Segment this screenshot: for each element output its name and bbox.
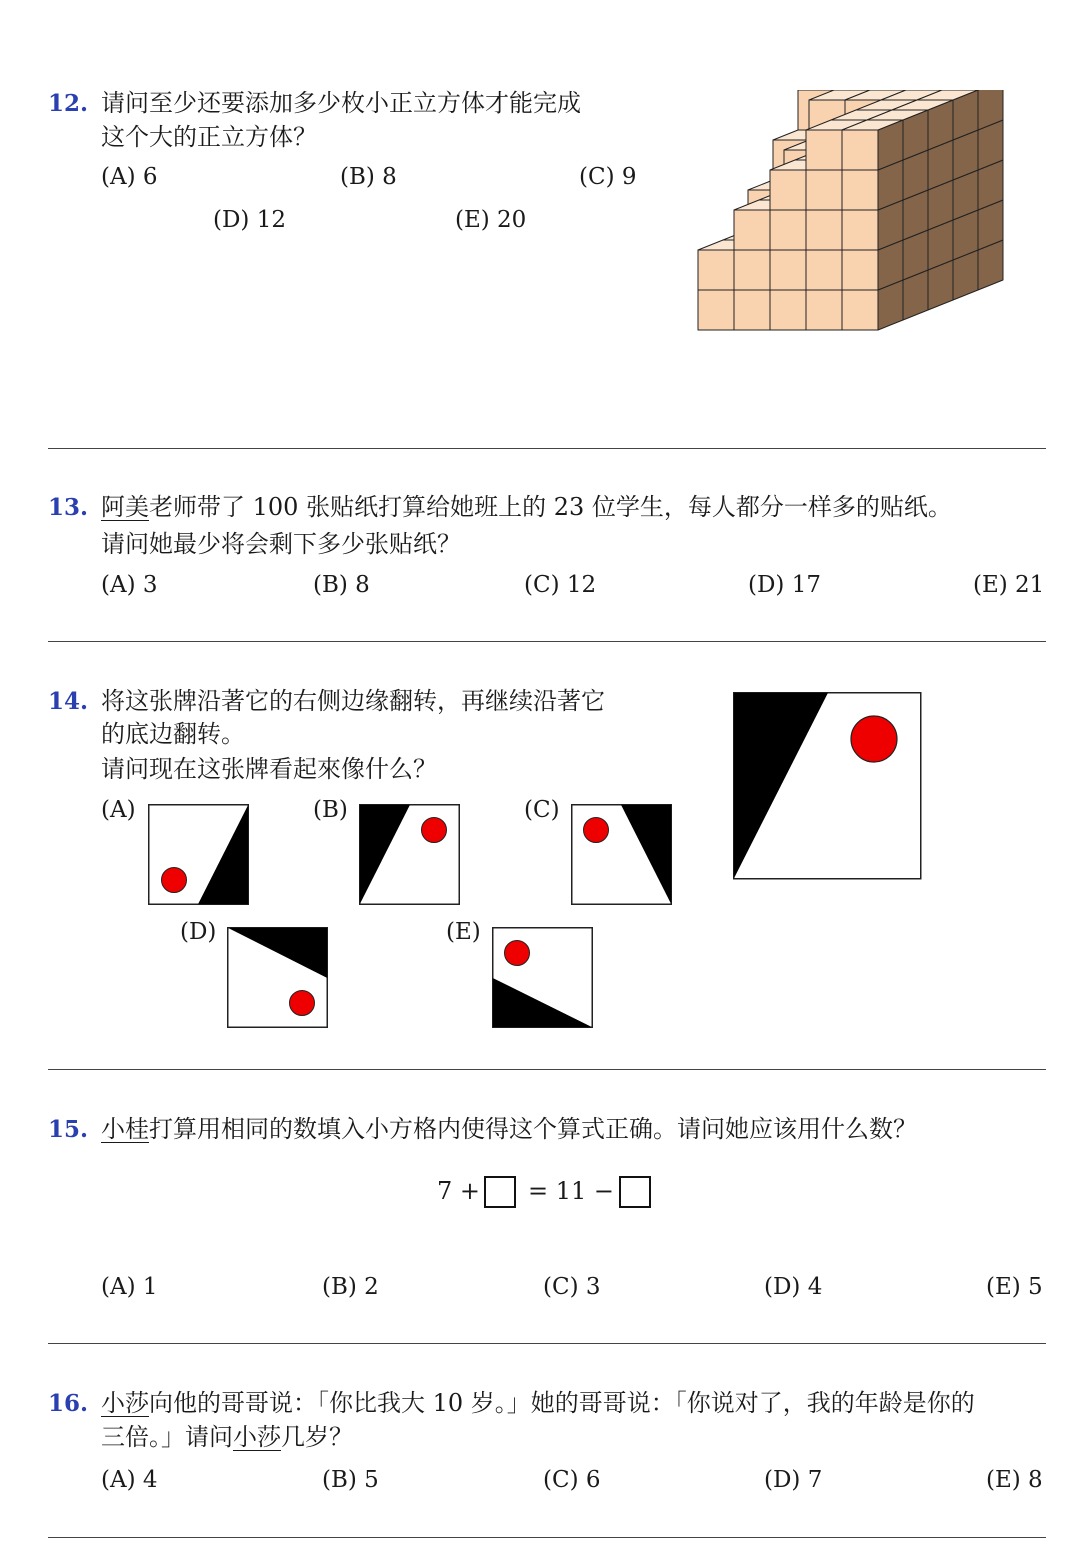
reference-card — [733, 692, 923, 882]
divider — [48, 1537, 1046, 1538]
option-d[interactable]: (D) 12 — [213, 207, 286, 233]
student-name: 阿美 — [101, 493, 149, 521]
option-b[interactable]: (B) 2 — [322, 1274, 379, 1300]
option-c-label[interactable]: (C) — [524, 797, 560, 823]
question-text-line1: 将这张牌沿著它的右侧边缘翻转，再继续沿著它 — [101, 687, 605, 715]
option-e[interactable]: (E) 20 — [455, 207, 527, 233]
red-circle — [505, 941, 530, 966]
option-e[interactable]: (E) 21 — [973, 572, 1045, 598]
cube-face — [806, 290, 842, 330]
equation-left: 7 + — [437, 1177, 481, 1205]
red-circle — [584, 818, 609, 843]
cube-face — [770, 250, 806, 290]
option-b[interactable]: (B) 8 — [313, 572, 370, 598]
option-e[interactable]: (E) 5 — [986, 1274, 1043, 1300]
question-number: 13. — [48, 494, 89, 521]
option-c[interactable]: (C) 12 — [524, 572, 597, 598]
question-text-rest: 老师带了 100 张贴纸打算给她班上的 23 位学生，每人都分一样多的贴纸。 — [149, 493, 952, 521]
option-c-card[interactable] — [571, 804, 673, 906]
cube-face — [806, 210, 842, 250]
question-text-line1: 请问至少还要添加多少枚小正立方体才能完成 — [101, 89, 581, 117]
cube-face — [770, 170, 806, 210]
question-number: 12. — [48, 90, 89, 117]
question-text-line2 — [101, 1420, 353, 1454]
divider — [48, 1343, 1046, 1344]
option-e[interactable]: (E) 8 — [986, 1467, 1043, 1493]
question-text-line2: 这个大的正立方体？ — [101, 123, 317, 151]
option-d[interactable]: (D) 7 — [764, 1467, 823, 1493]
option-a[interactable]: (A) 3 — [101, 572, 158, 598]
student-name: 小莎 — [101, 1389, 149, 1417]
option-a[interactable]: (A) 1 — [101, 1274, 158, 1300]
question-text-rest: 打算用相同的数填入小方格内使得这个算式正确。请问她应该用什么数？ — [149, 1115, 917, 1143]
cube-face — [698, 250, 734, 290]
option-c[interactable]: (C) 3 — [543, 1274, 601, 1300]
option-c[interactable]: (C) 6 — [543, 1467, 601, 1493]
question-number: 14. — [48, 688, 89, 715]
cube-face — [806, 170, 842, 210]
cube-face — [734, 290, 770, 330]
question-text-line1 — [101, 1386, 975, 1420]
student-name: 小莎 — [233, 1423, 281, 1451]
blank-box-2[interactable] — [619, 1176, 651, 1208]
option-b-card[interactable] — [359, 804, 461, 906]
divider — [48, 641, 1046, 642]
cube-face — [842, 290, 878, 330]
cube-figure — [690, 90, 1010, 414]
question-text-line2: 的底边翻转。 — [101, 720, 245, 748]
red-circle — [422, 818, 447, 843]
cube-face — [734, 210, 770, 250]
cube-face — [770, 210, 806, 250]
question-text-line1 — [101, 490, 952, 524]
question-text-line2: 请问她最少将会剩下多少张贴纸？ — [101, 530, 461, 558]
blank-box-1[interactable] — [484, 1176, 516, 1208]
option-d-card[interactable] — [227, 927, 329, 1029]
cube-face — [842, 250, 878, 290]
option-e-label[interactable]: (E) — [446, 919, 481, 945]
question-text — [101, 1112, 917, 1146]
cube-face — [698, 290, 734, 330]
question-text-end: 几岁？ — [281, 1423, 353, 1451]
student-name: 小桂 — [101, 1115, 149, 1143]
question-text-line3: 请问现在这张牌看起來像什么？ — [101, 755, 437, 783]
question-number: 16. — [48, 1390, 89, 1417]
option-d-label[interactable]: (D) — [180, 919, 217, 945]
cube-face — [734, 250, 770, 290]
option-b[interactable]: (B) 5 — [322, 1467, 379, 1493]
question-text-start: 三倍。」请问 — [101, 1423, 233, 1451]
cube-face — [842, 170, 878, 210]
divider — [48, 1069, 1046, 1070]
option-d[interactable]: (D) 17 — [748, 572, 821, 598]
option-b[interactable]: (B) 8 — [340, 164, 397, 190]
red-circle — [851, 716, 897, 762]
option-a-label[interactable]: (A) — [101, 797, 136, 823]
equation-middle: = 11 − — [528, 1177, 615, 1205]
option-d[interactable]: (D) 4 — [764, 1274, 823, 1300]
divider — [48, 448, 1046, 449]
option-c[interactable]: (C) 9 — [579, 164, 637, 190]
cube-face — [806, 250, 842, 290]
cube-face — [842, 130, 878, 170]
option-a[interactable]: (A) 6 — [101, 164, 158, 190]
red-circle — [290, 991, 315, 1016]
cube-face — [770, 290, 806, 330]
cube-face — [842, 210, 878, 250]
option-b-label[interactable]: (B) — [313, 797, 348, 823]
option-a-card[interactable] — [148, 804, 250, 906]
question-text-rest: 向他的哥哥说：「你比我大 10 岁。」她的哥哥说：「你说对了，我的年龄是你的 — [149, 1389, 975, 1417]
red-circle — [162, 868, 187, 893]
option-e-card[interactable] — [492, 927, 594, 1029]
option-a[interactable]: (A) 4 — [101, 1467, 158, 1493]
cube-face — [806, 130, 842, 170]
question-number: 15. — [48, 1116, 89, 1143]
